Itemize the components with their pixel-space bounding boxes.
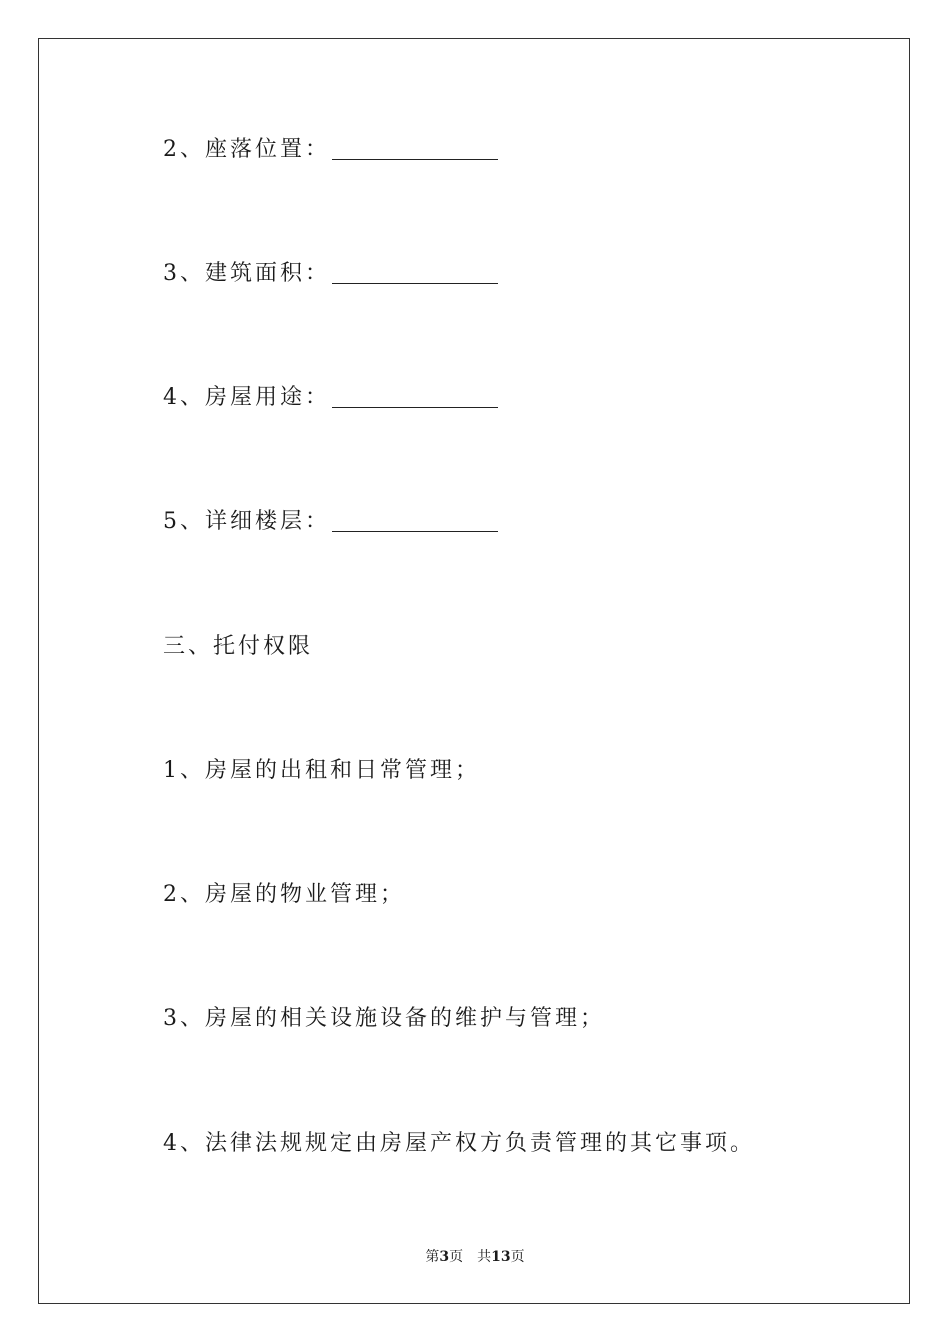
blank-line [332, 137, 498, 160]
footer-page-unit: 页 [449, 1249, 464, 1265]
field-house-usage [163, 383, 498, 413]
field-building-area [163, 259, 498, 289]
field-label: 3、建筑面积： [163, 261, 330, 286]
total-pages-number: 13 [491, 1249, 511, 1265]
blank-line [332, 261, 498, 284]
footer-prefix: 第 [425, 1249, 440, 1265]
field-floor [163, 507, 498, 537]
field-label: 5、详细楼层： [163, 509, 330, 534]
blank-line [332, 509, 498, 532]
list-item: 4、法律法规规定由房屋产权方负责管理的其它事项。 [163, 1131, 755, 1156]
list-item: 3、房屋的相关设施设备的维护与管理； [163, 1006, 605, 1031]
page-frame [38, 38, 910, 1304]
footer-total-prefix: 共 [477, 1249, 492, 1265]
field-label: 2、座落位置： [163, 137, 330, 162]
page-footer [0, 1247, 950, 1267]
current-page-number: 3 [439, 1249, 450, 1265]
section-heading: 三、托付权限 [163, 634, 314, 659]
list-item: 1、房屋的出租和日常管理； [163, 758, 480, 783]
blank-line [332, 385, 498, 408]
field-label: 4、房屋用途： [163, 385, 330, 410]
field-location [163, 135, 498, 165]
list-item: 2、房屋的物业管理； [163, 882, 405, 907]
footer-total-unit: 页 [510, 1249, 525, 1265]
